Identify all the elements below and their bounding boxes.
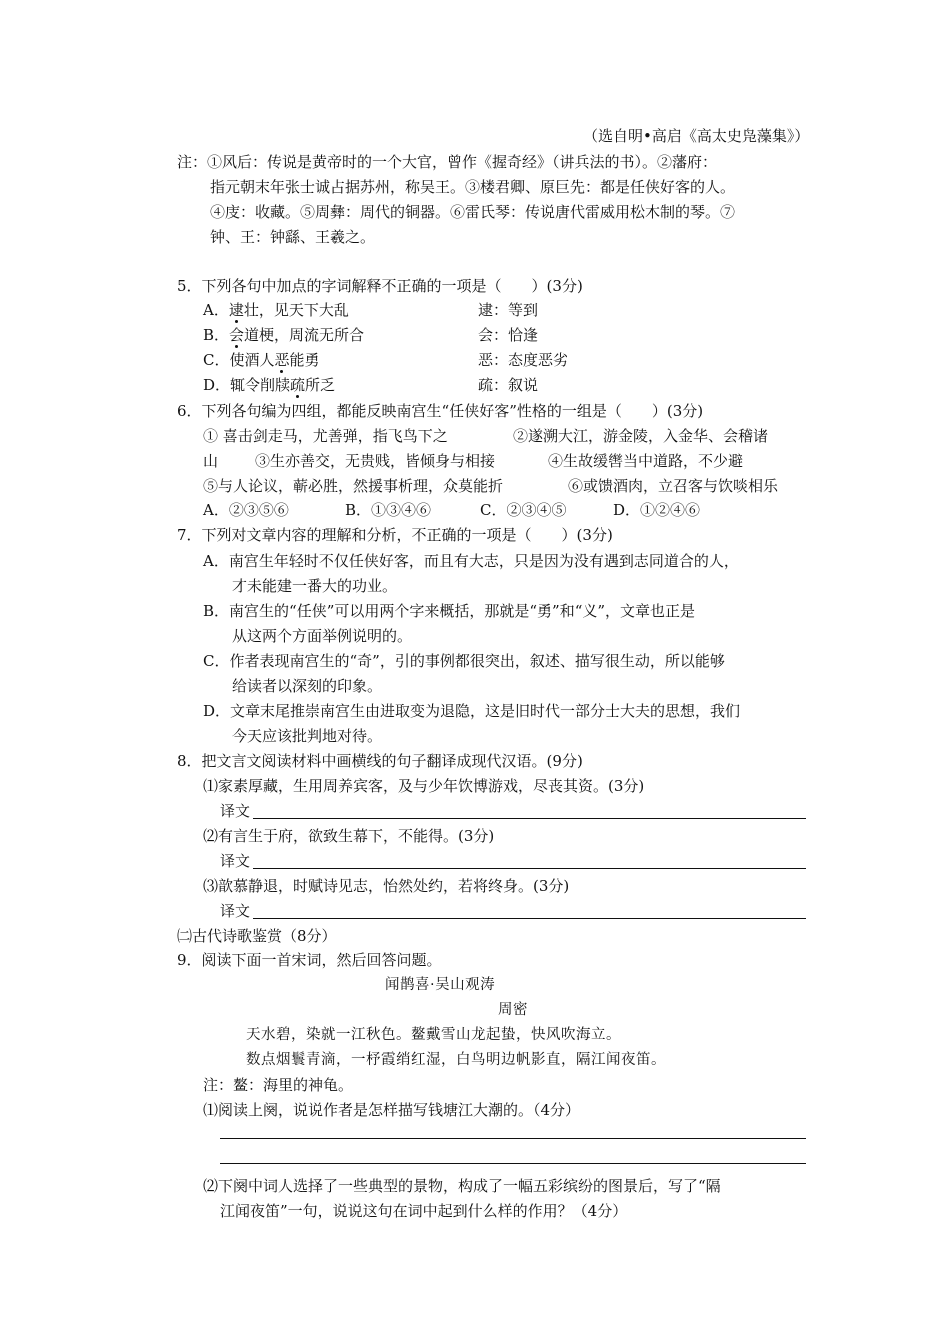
notes-line-3: ④庋：收藏。⑤周彝：周代的铜器。⑥雷氏琴：传说唐代雷威用松木制的琴。⑦: [210, 203, 736, 221]
q5-option-d: D．辄令削牍疏所乏: [203, 376, 336, 394]
notes-line-2: 指元朝末年张士诚占据苏州，称吴王。③楼君卿、原巨先：都是任侠好客的人。: [210, 178, 736, 196]
q6-item-1: ① 喜击剑走马，尤善弹，指飞鸟下之: [203, 427, 448, 445]
q9-subquestion-2: ⑵下阕中词人选择了一些典型的景物，构成了一幅五彩缤纷的图景后，写了“隔: [203, 1177, 721, 1195]
q8-sentence-1: ⑴家素厚藏，生用周养宾客，及与少年饮博游戏，尽丧其资。(3分): [203, 777, 645, 795]
notes-line-4: 钟、王：钟繇、王羲之。: [210, 228, 376, 246]
q8-sentence-2: ⑵有言生于府，欲致生幕下，不能得。(3分): [203, 827, 495, 845]
q6-choice-d: D．①②④⑥: [613, 501, 701, 519]
q8-translation-label-1: 译文: [220, 802, 251, 820]
q5-option-b: B．会道梗，周流无所合: [203, 326, 365, 344]
q6-stem: 6．下列各句编为四组，都能反映南宫生“任侠好客”性格的一组是（ ）(3分): [177, 402, 704, 420]
poem-line-2: 数点烟鬟青滴，一杼霞绡红湿，白鸟明边帆影直，隔江闻夜笛。: [246, 1052, 666, 1068]
poem-title: 闻鹊喜·吴山观涛: [385, 977, 496, 993]
q7-option-b: B．南宫生的“任侠”可以用两个字来概括，那就是“勇”和“义”，文章也正是: [203, 602, 696, 620]
q5-option-a-explanation: 逮：等到: [478, 301, 539, 319]
q6-choice-a: A．②③⑤⑥: [203, 501, 289, 519]
q7-option-a-cont: 才未能建一番大的功业。: [232, 577, 398, 595]
q7-option-c: C．作者表现南宫生的“奇”，引的事例都很突出，叙述、描写很生动，所以能够: [203, 652, 725, 670]
q9-note: 注：鳌：海里的神龟。: [203, 1076, 354, 1094]
q5-option-c-explanation: 恶：态度恶劣: [478, 351, 569, 369]
q8-sentence-3: ⑶歆慕静退，时赋诗见志，怡然处约，若将终身。(3分): [203, 877, 570, 895]
q6-item-2-cont: 山: [203, 452, 219, 470]
q7-option-d-cont: 今天应该批判地对待。: [232, 727, 383, 745]
dotted-char: 逮: [228, 301, 244, 319]
dotted-char: 恶: [274, 351, 290, 369]
q7-stem: 7．下列对文章内容的理解和分析，不正确的一项是（ ）(3分): [177, 526, 613, 544]
q6-choice-c: C．②③④⑤: [480, 501, 567, 519]
q8-answer-line-1[interactable]: [253, 818, 806, 819]
q6-item-4: ④生故缓辔当中道路，不少避: [548, 452, 744, 470]
q5-option-b-explanation: 会：恰逢: [478, 326, 539, 344]
q5-option-c: C．使酒人恶能勇: [203, 351, 320, 369]
q8-translation-label-2: 译文: [220, 852, 251, 870]
source-citation: （选自明•高启《高太史凫藻集》）: [583, 127, 810, 145]
poem-line-1: 天水碧，染就一江秋色。鳌戴雪山龙起蛰，快风吹海立。: [246, 1027, 621, 1043]
q5-option-d-explanation: 疏：叙说: [478, 376, 539, 394]
q6-item-5: ⑤与人论议，蕲必胜，然援事析理，众莫能折: [203, 477, 504, 495]
q7-option-d: D．文章末尾推崇南宫生由进取变为退隐，这是旧时代一部分士大夫的思想，我们: [203, 702, 741, 720]
q6-item-6: ⑥或馈酒肉，立召客与饮啖相乐: [568, 477, 779, 495]
q8-answer-line-2[interactable]: [253, 868, 806, 869]
q5-option-a: A．逮壮，见天下大乱: [203, 301, 349, 319]
dotted-char: 会: [229, 326, 245, 344]
q6-choice-b: B．①③④⑥: [345, 501, 432, 519]
q5-stem: 5．下列各句中加点的字词解释不正确的一项是（ ）(3分): [177, 277, 583, 295]
q7-option-b-cont: 从这两个方面举例说明的。: [232, 627, 413, 645]
poem-author: 周密: [498, 1002, 528, 1018]
q9-answer-line-2[interactable]: [220, 1163, 806, 1164]
q9-stem: 9．阅读下面一首宋词，然后回答问题。: [177, 951, 442, 969]
q6-item-3: ③生亦善交，无贵贱，皆倾身与相接: [255, 452, 496, 470]
notes-line-1: 注：①风后：传说是黄帝时的一个大官，曾作《握奇经》（讲兵法的书）。②藩府：: [177, 153, 718, 171]
q9-subquestion-1: ⑴阅读上阕，说说作者是怎样描写钱塘江大潮的。（4分）: [203, 1101, 581, 1119]
q9-answer-line-1[interactable]: [220, 1138, 806, 1139]
section-2-heading: ㈡古代诗歌鉴赏（8分）: [177, 927, 337, 945]
dotted-char: 疏: [290, 376, 306, 394]
q9-subquestion-2-cont: 江闻夜笛”一句，说说这句在词中起到什么样的作用？（4分）: [220, 1202, 628, 1220]
q8-translation-label-3: 译文: [220, 902, 251, 920]
q7-option-a: A．南宫生年轻时不仅任侠好客，而且有大志，只是因为没有遇到志同道合的人，: [203, 552, 739, 570]
q7-option-c-cont: 给读者以深刻的印象。: [232, 677, 383, 695]
q8-stem: 8．把文言文阅读材料中画横线的句子翻译成现代汉语。(9分): [177, 752, 583, 770]
q6-item-2: ②遂溯大江，游金陵，入金华、会稽诸: [513, 427, 769, 445]
q8-answer-line-3[interactable]: [253, 918, 806, 919]
